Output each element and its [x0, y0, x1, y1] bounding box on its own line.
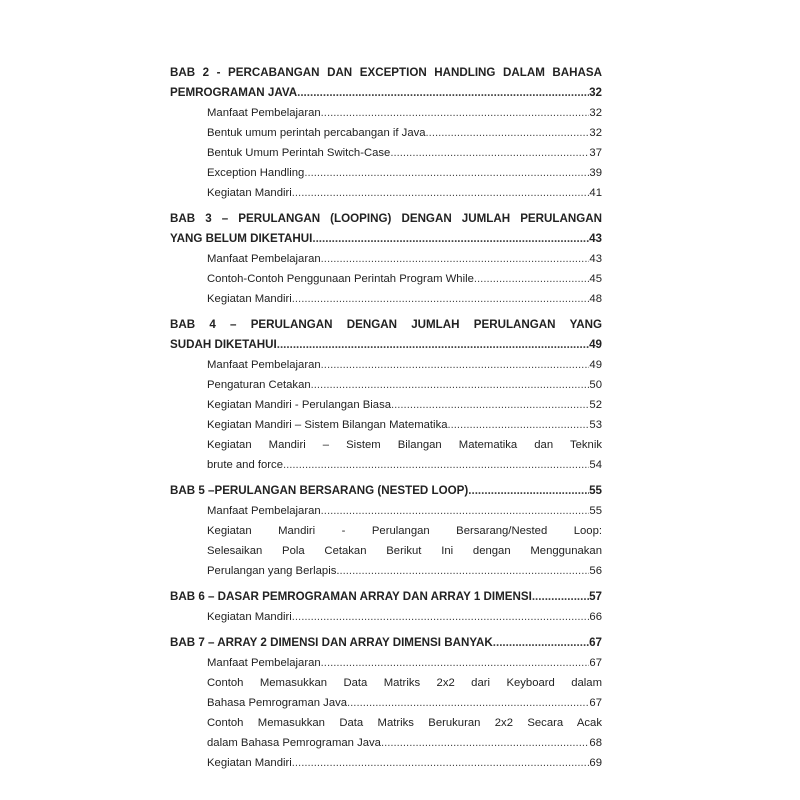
toc-chapter — [170, 633, 602, 773]
toc-chapter — [170, 587, 602, 627]
entry-title-line: Kegiatan Mandiri – Sistem Bilangan Matematika — [207, 419, 448, 431]
dot-leader — [381, 733, 589, 753]
entry-last-line — [170, 481, 602, 501]
section-entry[interactable] — [170, 501, 602, 521]
entry-last-line — [207, 123, 602, 143]
entry-title-line: Kegiatan Mandiri — [207, 611, 292, 623]
entry-title-line: Kegiatan Mandiri — [207, 293, 292, 305]
entry-last-line — [170, 83, 602, 103]
section-entry[interactable] — [170, 143, 602, 163]
entry-title-line: dalam Bahasa Pemrograman Java — [207, 737, 381, 749]
entry-last-line — [207, 561, 602, 581]
page-number: 52 — [589, 399, 602, 411]
entry-title-line: BAB 5 –PERULANGAN BERSARANG (NESTED LOOP) — [170, 484, 469, 497]
chapter-heading[interactable] — [170, 633, 602, 653]
chapter-heading[interactable] — [170, 63, 602, 103]
chapter-heading[interactable] — [170, 315, 602, 355]
page-number: 49 — [589, 338, 602, 351]
entry-last-line — [207, 143, 602, 163]
page-number: 56 — [589, 565, 602, 577]
section-list — [170, 501, 602, 581]
entry-last-line — [170, 587, 602, 607]
toc-chapter — [170, 315, 602, 475]
chapter-heading[interactable] — [170, 587, 602, 607]
entry-last-line — [207, 289, 602, 309]
dot-leader — [340, 561, 590, 581]
section-entry[interactable] — [170, 607, 602, 627]
entry-last-line — [207, 415, 602, 435]
entry-last-line — [170, 335, 602, 355]
toc-chapter — [170, 481, 602, 581]
section-entry[interactable] — [170, 163, 602, 183]
page-number: 57 — [589, 590, 602, 603]
entry-title-line: Manfaat Pembelajaran — [207, 505, 321, 517]
page-number: 37 — [589, 147, 602, 159]
dot-leader — [292, 289, 590, 309]
entry-title-line: Kegiatan Mandiri – Sistem Bilangan Matematika dan Teknik — [207, 439, 602, 451]
dot-leader — [391, 395, 589, 415]
entry-title-line: Kegiatan Mandiri — [207, 757, 292, 769]
dot-leader — [321, 249, 590, 269]
entry-title-line: Exception Handling — [207, 167, 305, 179]
entry-title-line: BAB 4 – PERULANGAN DENGAN JUMLAH PERULANGAN YANG — [170, 318, 602, 331]
entry-last-line — [207, 607, 602, 627]
entry-last-line — [207, 249, 602, 269]
entry-last-line — [207, 375, 602, 395]
section-entry[interactable] — [170, 375, 602, 395]
entry-title-line: Contoh-Contoh Penggunaan Perintah Program While — [207, 273, 474, 285]
section-entry[interactable] — [170, 289, 602, 309]
page-number: 32 — [589, 107, 602, 119]
dot-leader — [321, 355, 590, 375]
section-list — [170, 103, 602, 203]
section-entry[interactable] — [170, 123, 602, 143]
entry-last-line — [207, 395, 602, 415]
dot-leader — [474, 269, 590, 289]
entry-title-line: SUDAH DIKETAHUI — [170, 338, 277, 351]
section-entry[interactable] — [170, 103, 602, 123]
dot-leader — [493, 633, 589, 653]
entry-title-line: Contoh Memasukkan Data Matriks 2x2 dari Keyboard dalam — [207, 677, 602, 689]
entry-title-line: Manfaat Pembelajaran — [207, 657, 321, 669]
dot-leader — [532, 587, 589, 607]
section-list — [170, 249, 602, 309]
dot-leader — [277, 335, 589, 355]
page-number: 67 — [589, 697, 602, 709]
section-list — [170, 355, 602, 475]
toc-chapter — [170, 63, 602, 203]
dot-leader — [321, 103, 590, 123]
page-number: 55 — [589, 505, 602, 517]
page-number: 69 — [589, 757, 602, 769]
page-number: 66 — [589, 611, 602, 623]
page-number: 39 — [589, 167, 602, 179]
entry-title-line: Manfaat Pembelajaran — [207, 253, 321, 265]
toc-chapter — [170, 209, 602, 309]
entry-last-line — [207, 183, 602, 203]
page-number: 55 — [589, 484, 602, 497]
entry-title-line: Kegiatan Mandiri - Perulangan Biasa — [207, 399, 391, 411]
entry-last-line — [170, 633, 602, 653]
entry-title-line: brute and force — [207, 459, 283, 471]
entry-last-line — [207, 163, 602, 183]
dot-leader — [292, 607, 590, 627]
chapter-heading[interactable] — [170, 481, 602, 501]
section-entry[interactable] — [170, 713, 602, 753]
dot-leader — [311, 375, 590, 395]
page-number: 32 — [589, 127, 602, 139]
dot-leader — [304, 163, 589, 183]
entry-last-line — [207, 693, 602, 713]
chapter-heading[interactable] — [170, 209, 602, 249]
section-entry[interactable] — [170, 521, 602, 581]
section-entry[interactable] — [170, 415, 602, 435]
dot-leader — [468, 481, 589, 501]
section-entry[interactable] — [170, 183, 602, 203]
entry-title-line: Pengaturan Cetakan — [207, 379, 311, 391]
section-entry[interactable] — [170, 355, 602, 375]
entry-last-line — [207, 733, 602, 753]
page-number: 50 — [589, 379, 602, 391]
entry-title-line: Manfaat Pembelajaran — [207, 359, 321, 371]
entry-title-line: Bahasa Pemrograman Java — [207, 697, 348, 709]
section-list — [170, 607, 602, 627]
entry-last-line — [170, 229, 602, 249]
dot-leader — [312, 229, 589, 249]
entry-title-line: Bentuk Umum Perintah Switch-Case — [207, 147, 391, 159]
section-entry[interactable] — [170, 673, 602, 713]
entry-last-line — [207, 753, 602, 773]
entry-title-line: BAB 2 - PERCABANGAN DAN EXCEPTION HANDLING DALAM BAHASA — [170, 66, 602, 79]
dot-leader — [321, 653, 590, 673]
dot-leader — [292, 753, 590, 773]
page-number: 53 — [589, 419, 602, 431]
page-number: 41 — [589, 187, 602, 199]
section-entry[interactable] — [170, 249, 602, 269]
entry-last-line — [207, 355, 602, 375]
entry-title-line: Manfaat Pembelajaran — [207, 107, 321, 119]
entry-title-line: Selesaikan Pola Cetakan Berikut Ini dengan Menggunakan — [207, 545, 602, 557]
dot-leader — [321, 501, 590, 521]
entry-last-line — [207, 103, 602, 123]
dot-leader — [426, 123, 590, 143]
entry-title-line: Perulangan yang Berlapis. — [207, 565, 340, 577]
page-number: 67 — [589, 657, 602, 669]
section-list — [170, 653, 602, 773]
section-entry[interactable] — [170, 753, 602, 773]
entry-last-line — [207, 455, 602, 475]
entry-title-line: Contoh Memasukkan Data Matriks Berukuran 2x2 Secara Acak — [207, 717, 602, 729]
entry-title-line: YANG BELUM DIKETAHUI — [170, 232, 313, 245]
table-of-contents — [170, 63, 602, 773]
page-number: 54 — [589, 459, 602, 471]
entry-title-line: PEMROGRAMAN JAVA — [170, 86, 298, 99]
entry-last-line — [207, 653, 602, 673]
page-number: 49 — [589, 359, 602, 371]
page-number: 48 — [589, 293, 602, 305]
dot-leader — [297, 83, 589, 103]
entry-title-line: Kegiatan Mandiri - Perulangan Bersarang/Nested Loop: — [207, 525, 602, 537]
entry-title-line: BAB 3 – PERULANGAN (LOOPING) DENGAN JUMLAH PERULANGAN — [170, 212, 602, 225]
entry-last-line — [207, 501, 602, 521]
entry-title-line: BAB 6 – DASAR PEMROGRAMAN ARRAY DAN ARRAY 1 DIMENSI — [170, 590, 532, 603]
entry-title-line: Bentuk umum perintah percabangan if Java — [207, 127, 426, 139]
page-number: 45 — [589, 273, 602, 285]
dot-leader — [448, 415, 590, 435]
section-entry[interactable] — [170, 435, 602, 475]
entry-title-line: BAB 7 – ARRAY 2 DIMENSI DAN ARRAY DIMENSI BANYAK — [170, 636, 493, 649]
section-entry[interactable] — [170, 395, 602, 415]
section-entry[interactable] — [170, 269, 602, 289]
page-number: 68 — [589, 737, 602, 749]
entry-last-line — [207, 269, 602, 289]
entry-title-line: Kegiatan Mandiri — [207, 187, 292, 199]
dot-leader — [292, 183, 590, 203]
page-number: 32 — [589, 86, 602, 99]
dot-leader — [283, 455, 589, 475]
page-number: 43 — [589, 253, 602, 265]
dot-leader — [347, 693, 589, 713]
page-number: 43 — [589, 232, 602, 245]
page-number: 67 — [589, 636, 602, 649]
section-entry[interactable] — [170, 653, 602, 673]
dot-leader — [390, 143, 589, 163]
